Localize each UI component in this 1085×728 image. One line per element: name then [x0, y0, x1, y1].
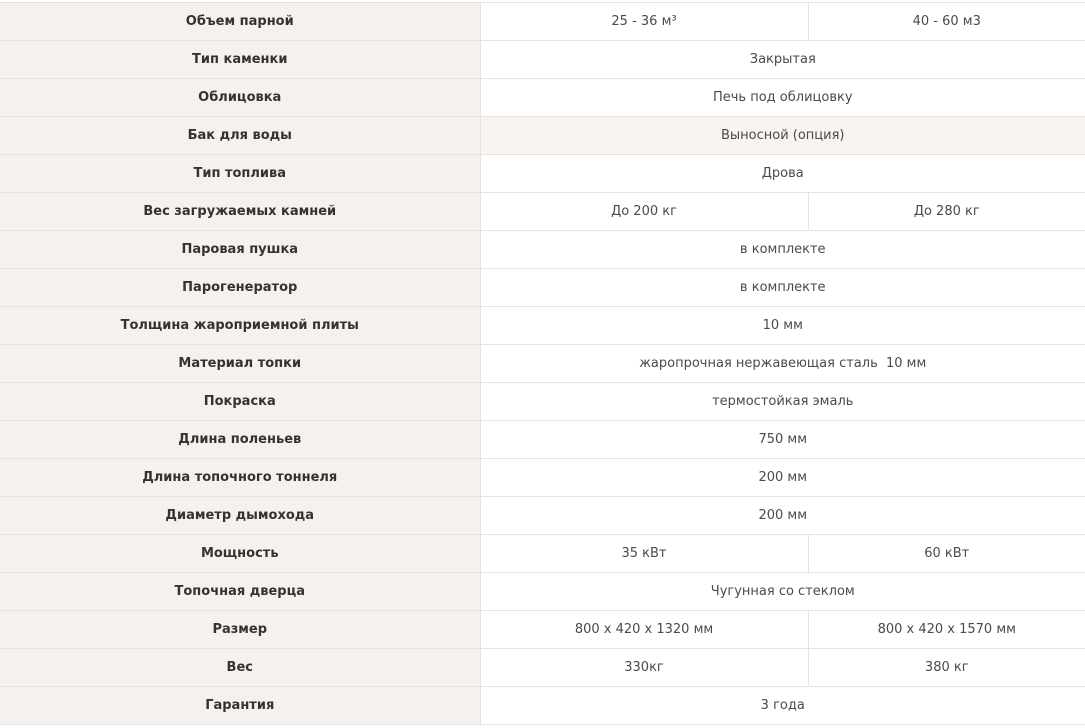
spec-label: Диаметр дымохода: [0, 497, 480, 535]
spec-label: Длина топочного тоннеля: [0, 459, 480, 497]
spec-value: 3 года: [480, 687, 1085, 725]
spec-label: Размер: [0, 611, 480, 649]
spec-label: Покраска: [0, 383, 480, 421]
spec-row-room-volume: [0, 3, 1085, 41]
spec-row-steam-cannon: [0, 231, 1085, 269]
spec-value-model-1: 330кг: [480, 649, 808, 687]
spec-value: Выносной (опция): [480, 117, 1085, 155]
spec-value-model-1: 25 - 36 м³: [480, 3, 808, 41]
spec-label: Материал топки: [0, 345, 480, 383]
specifications-body: [0, 3, 1085, 725]
spec-value-model-1: 800 х 420 х 1320 мм: [480, 611, 808, 649]
spec-label: Бак для воды: [0, 117, 480, 155]
spec-label: Мощность: [0, 535, 480, 573]
spec-value-model-2: 380 кг: [808, 649, 1085, 687]
spec-row-steam-generator: [0, 269, 1085, 307]
spec-row-size: [0, 611, 1085, 649]
spec-value: Чугунная со стеклом: [480, 573, 1085, 611]
spec-value: 10 мм: [480, 307, 1085, 345]
spec-value: Закрытая: [480, 41, 1085, 79]
spec-label: Облицовка: [0, 79, 480, 117]
spec-label: Топочная дверца: [0, 573, 480, 611]
spec-value: Дрова: [480, 155, 1085, 193]
spec-label: Длина поленьев: [0, 421, 480, 459]
spec-label: Тип каменки: [0, 41, 480, 79]
spec-row-weight: [0, 649, 1085, 687]
spec-value-model-2: 60 кВт: [808, 535, 1085, 573]
spec-label: Толщина жароприемной плиты: [0, 307, 480, 345]
spec-value: 750 мм: [480, 421, 1085, 459]
spec-value-model-2: 40 - 60 м3: [808, 3, 1085, 41]
spec-label: Тип топлива: [0, 155, 480, 193]
spec-row-log-length: [0, 421, 1085, 459]
spec-value-model-2: До 280 кг: [808, 193, 1085, 231]
spec-row-stone-weight: [0, 193, 1085, 231]
spec-row-power: [0, 535, 1085, 573]
spec-row-firebox-material: [0, 345, 1085, 383]
spec-value-model-1: 35 кВт: [480, 535, 808, 573]
spec-row-paint: [0, 383, 1085, 421]
spec-value: Печь под облицовку: [480, 79, 1085, 117]
spec-row-chimney-diameter: [0, 497, 1085, 535]
spec-value: в комплекте: [480, 269, 1085, 307]
spec-row-warranty: [0, 687, 1085, 725]
spec-value: термостойкая эмаль: [480, 383, 1085, 421]
spec-value-model-2: 800 х 420 х 1570 мм: [808, 611, 1085, 649]
specifications-table: [0, 2, 1085, 725]
spec-value: 200 мм: [480, 459, 1085, 497]
spec-label: Парогенератор: [0, 269, 480, 307]
spec-row-firebox-door: [0, 573, 1085, 611]
spec-row-water-tank: [0, 117, 1085, 155]
spec-row-fuel-type: [0, 155, 1085, 193]
spec-label: Гарантия: [0, 687, 480, 725]
spec-label: Вес загружаемых камней: [0, 193, 480, 231]
spec-value: 200 мм: [480, 497, 1085, 535]
spec-value: жаропрочная нержавеющая сталь 10 мм: [480, 345, 1085, 383]
spec-row-cladding: [0, 79, 1085, 117]
spec-label: Объем парной: [0, 3, 480, 41]
spec-label: Вес: [0, 649, 480, 687]
spec-label: Паровая пушка: [0, 231, 480, 269]
spec-row-tunnel-length: [0, 459, 1085, 497]
spec-row-plate-thickness: [0, 307, 1085, 345]
spec-row-heater-type: [0, 41, 1085, 79]
spec-value: в комплекте: [480, 231, 1085, 269]
spec-value-model-1: До 200 кг: [480, 193, 808, 231]
